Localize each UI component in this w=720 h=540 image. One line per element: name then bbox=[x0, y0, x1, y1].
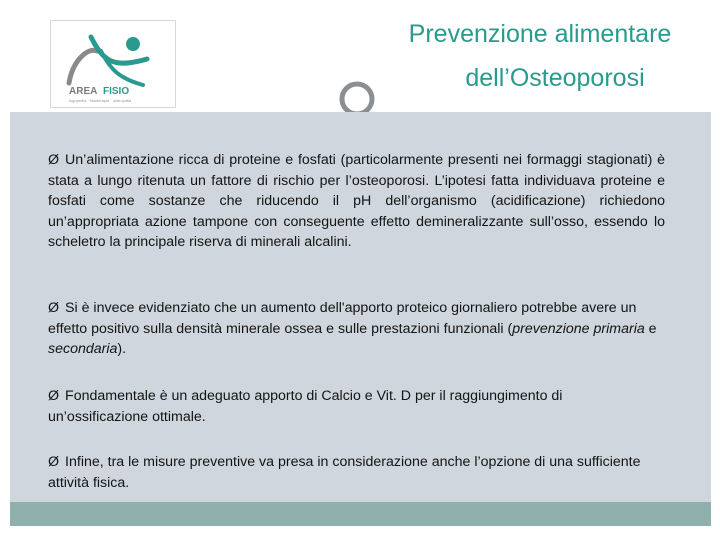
logo-brand-fisio: FISIO bbox=[103, 86, 130, 97]
title-line-2: dell’Osteoporosi bbox=[465, 64, 645, 92]
bullet-3-text: Fondamentale è un adeguato apporto di Calcio e Vit. D per il raggiungimento di un’ossificazione ottimale. bbox=[48, 388, 563, 425]
areafisio-logo bbox=[50, 20, 176, 108]
bullet-arrow-icon: Ø bbox=[48, 300, 60, 316]
bullet-2-italic-secondaria: secondaria bbox=[48, 341, 118, 357]
bullet-1 bbox=[48, 150, 665, 253]
bullet-arrow-icon: Ø bbox=[48, 454, 60, 470]
bullet-4 bbox=[48, 452, 665, 493]
logo-brand-area: AREA bbox=[69, 86, 98, 97]
bullet-2-italic-primaria: prevenzione primaria bbox=[512, 320, 645, 337]
logo-tagline: logopedia · fisioterapia · osteopatia bbox=[69, 98, 132, 103]
title-line-1: Prevenzione alimentare bbox=[408, 20, 672, 48]
bullet-4-text: Infine, tra le misure preventive va presa in considerazione anche l’opzione di una sufficiente attività fisica. bbox=[48, 454, 641, 491]
bullet-2-end: ). bbox=[117, 341, 127, 357]
bullet-1-text: Un’alimentazione ricca di proteine e fosfati (particolarmente presenti nei formaggi stagionati) è stata a lungo ritenuta un fattore di rischio per l’osteoporosi. L’ipotesi fatta individuava proteine e fosfati come sostanze che riducendo il pH dell’organismo (acidificazione) richiedono un’appropriata azione tampone con conseguente effetto demineralizzante sull’osso, essendo lo scheletro la principale riserva di minerali alcalini. bbox=[48, 152, 665, 250]
logo-figure-icon bbox=[51, 21, 175, 107]
bullet-2-text: Si è invece evidenziato che un aumento dell'apporto proteico giornaliero potrebbe avere un effetto positivo sulla densità minerale ossea e sulle prestazioni funzionali ( bbox=[48, 300, 637, 337]
bullet-3 bbox=[48, 386, 665, 427]
bullet-arrow-icon: Ø bbox=[48, 152, 60, 168]
slide-title bbox=[365, 12, 715, 100]
bullet-2 bbox=[48, 298, 665, 360]
bottom-bar bbox=[10, 502, 711, 526]
bullet-arrow-icon: Ø bbox=[48, 388, 60, 404]
bullet-2-middle: e bbox=[644, 320, 657, 337]
